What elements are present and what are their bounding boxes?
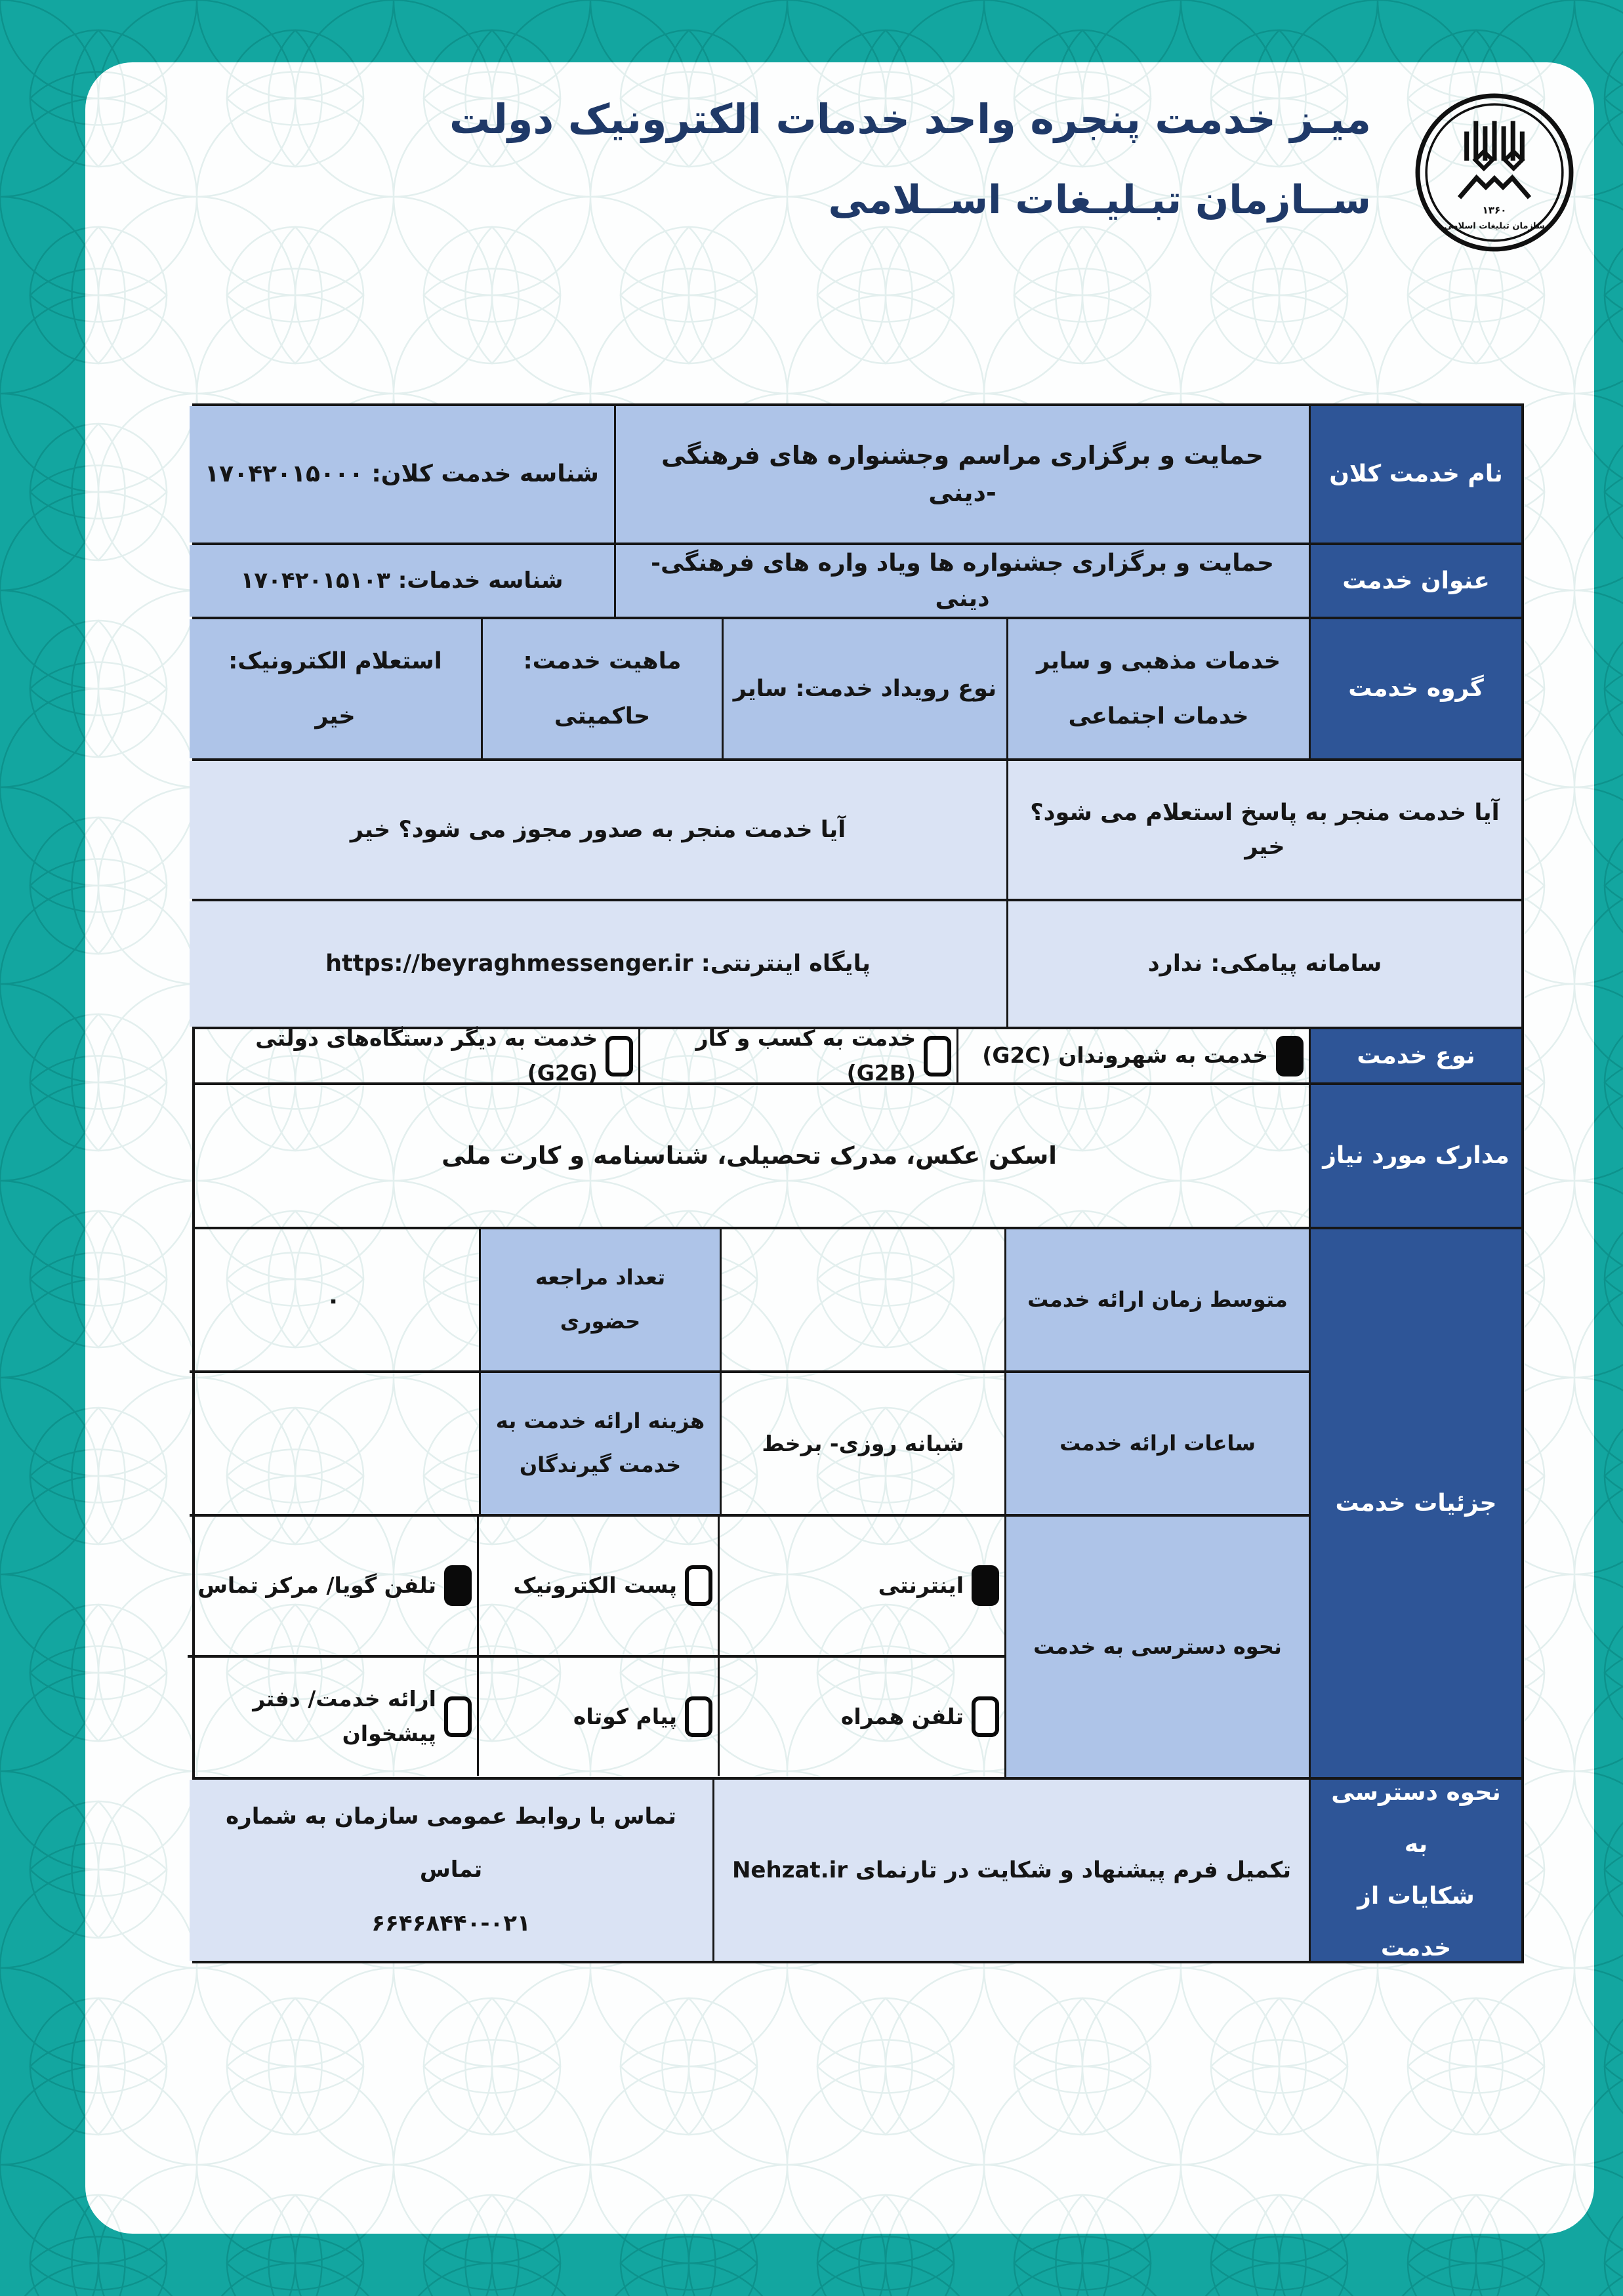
macro-service-value: حمایت و برگزاری مراسم وجشنواره های فرهنگی -دینی: [616, 406, 1311, 543]
ivr-label: تلفن گویا/ مرکز تماس: [197, 1572, 436, 1598]
row-service-details: [195, 1229, 1521, 1780]
hours-value: شبانه روزی- برخط: [722, 1373, 1006, 1514]
complaints-header-line2: شکایات از خدمت: [1357, 1883, 1475, 1962]
service-title-id: شناسه خدمات: ۱۷۰۴۲۰۱۵۱۰۳: [190, 545, 616, 617]
visits-value: ۰: [188, 1229, 481, 1370]
row-service-group: [195, 619, 1521, 761]
access-option-ivr: [186, 1517, 479, 1655]
nature-line1: ماهیت خدمت:: [523, 648, 682, 674]
cost-value: [188, 1373, 481, 1514]
hours-label: ساعات ارائه خدمت: [1006, 1373, 1309, 1514]
mobile-checkbox[interactable]: [972, 1696, 999, 1737]
access-options: [188, 1517, 1006, 1777]
inquiry-line2: خیر: [315, 703, 356, 729]
access-options-row1: [188, 1517, 1004, 1658]
service-group-inquiry: [190, 619, 483, 758]
counter-label: ارائه خدمت/ دفتر پیشخوان: [253, 1686, 436, 1746]
row-inquiry-questions: [195, 761, 1521, 901]
logo-year-text: ۱۳۶۰: [1482, 204, 1507, 216]
cost-label-line2: خدمت گیرندگان: [519, 1452, 682, 1478]
complaints-phone-number: ۶۶۴۶۸۴۴۰-۰۲۱: [371, 1910, 531, 1937]
access-option-internet: [720, 1517, 1004, 1655]
inquiry-line1: استعلام الکترونیک:: [228, 648, 442, 674]
access-option-email: [479, 1517, 720, 1655]
service-title-value: حمایت و برگزاری جشنواره ها ویاد واره های فرهنگی-دینی: [616, 545, 1311, 617]
visits-label-line1: تعداد مراجعه: [535, 1265, 666, 1290]
visits-label-line2: حضوری: [560, 1309, 641, 1334]
row-service-title: [195, 545, 1521, 619]
service-type-header: نوع خدمت: [1311, 1029, 1521, 1082]
g2b-checkbox[interactable]: [924, 1036, 951, 1076]
row-macro-service: [195, 406, 1521, 545]
inquiry-answer-cell: آیا خدمت منجر به پاسخ استعلام می شود؟ خیر: [1008, 761, 1521, 899]
sms-label: پیام کوتاه: [573, 1703, 677, 1729]
details-row-hours: [190, 1373, 1309, 1517]
access-option-mobile: [720, 1658, 1004, 1776]
row-service-type: [195, 1025, 1521, 1086]
service-type-option-g2b: [640, 1025, 958, 1086]
service-details-header: جزئیات خدمت: [1311, 1229, 1521, 1777]
g2g-checkbox[interactable]: [606, 1036, 633, 1076]
documents-header: مدارک مورد نیاز: [1311, 1085, 1521, 1227]
access-option-counter: [186, 1658, 479, 1776]
g2c-checkbox[interactable]: [1276, 1036, 1304, 1076]
g2b-label: خدمت به کسب و کار (G2B): [695, 1025, 916, 1086]
complaints-phone-cell: [190, 1780, 714, 1961]
macro-service-header: نام خدمت کلان: [1311, 406, 1521, 543]
row-complaints: [195, 1780, 1521, 1961]
service-details-body: [190, 1229, 1311, 1777]
visits-label: [481, 1229, 722, 1370]
page-title: میـز خدمت پنجره واحد خدمات الکترونیک دولت: [449, 95, 1371, 143]
complaints-phone-line1: تماس با روابط عمومی سازمان به شماره تماس: [226, 1803, 676, 1883]
page-header: [449, 97, 1371, 222]
service-group-header: گروه خدمت: [1311, 619, 1521, 758]
category-line2: خدمات اجتماعی: [1068, 703, 1249, 729]
internet-checkbox[interactable]: [972, 1565, 999, 1606]
organization-logo-icon: [1412, 92, 1577, 257]
g2c-label: خدمت به شهروندان (G2C): [982, 1042, 1268, 1069]
details-access-block: [190, 1517, 1309, 1777]
details-row-avg-time: [190, 1229, 1309, 1373]
access-option-sms: [479, 1658, 720, 1776]
email-checkbox[interactable]: [685, 1565, 712, 1606]
sms-checkbox[interactable]: [685, 1696, 712, 1737]
access-label: نحوه دسترسی به خدمت: [1006, 1517, 1309, 1777]
counter-checkbox[interactable]: [444, 1696, 472, 1737]
sms-system-cell: سامانه پیامکی: ندارد: [1008, 901, 1521, 1027]
cost-label-line1: هزینه ارائه خدمت به: [495, 1408, 705, 1434]
service-group-nature: [483, 619, 724, 758]
service-group-event-type: نوع رویداد خدمت: سایر: [724, 619, 1008, 758]
complaints-header: [1311, 1780, 1521, 1961]
macro-service-id: شناسه خدمت کلان: ۱۷۰۴۲۰۱۵۰۰۰: [190, 406, 616, 543]
service-info-table: [192, 403, 1524, 1963]
nature-line2: حاکمیتی: [554, 703, 651, 729]
logo-org-name-text: سازمان تبلیغات اسلامی: [1444, 221, 1545, 232]
email-label: پست الکترونیک: [513, 1572, 677, 1598]
access-options-row2: [188, 1658, 1004, 1776]
mobile-label: تلفن همراه: [840, 1703, 964, 1729]
internet-label: اینترنتی: [878, 1572, 964, 1598]
ivr-checkbox[interactable]: [444, 1565, 472, 1606]
avg-time-value: [722, 1229, 1006, 1370]
website-cell: پایگاه اینترنتی: https://beyraghmessenger.ir: [190, 901, 1008, 1027]
row-sms-website: [195, 901, 1521, 1029]
g2g-label: خدمت به دیگر دستگاه‌های دولتی (G2G): [255, 1025, 598, 1086]
permit-answer-cell: آیا خدمت منجر به صدور مجوز می شود؟ خیر: [190, 761, 1008, 899]
row-documents: [195, 1085, 1521, 1229]
service-title-header: عنوان خدمت: [1311, 545, 1521, 617]
complaints-web-cell: تکمیل فرم پیشنهاد و شکایت در تارنمای Nehzat.ir: [714, 1780, 1311, 1961]
category-line1: خدمات مذهبی و سایر: [1036, 648, 1281, 674]
cost-label: [481, 1373, 722, 1514]
service-type-option-g2g: [190, 1025, 640, 1086]
service-type-option-g2c: [958, 1029, 1311, 1082]
page-subtitle: ســازمان تبـلیـغات اســلامی: [828, 177, 1371, 224]
documents-value: اسکن عکس، مدرک تحصیلی، شناسنامه و کارت ملی: [190, 1085, 1311, 1227]
complaints-header-line1: نحوه دسترسی به: [1331, 1778, 1501, 1858]
service-group-category: [1008, 619, 1311, 758]
avg-time-label: متوسط زمان ارائه خدمت: [1006, 1229, 1309, 1370]
